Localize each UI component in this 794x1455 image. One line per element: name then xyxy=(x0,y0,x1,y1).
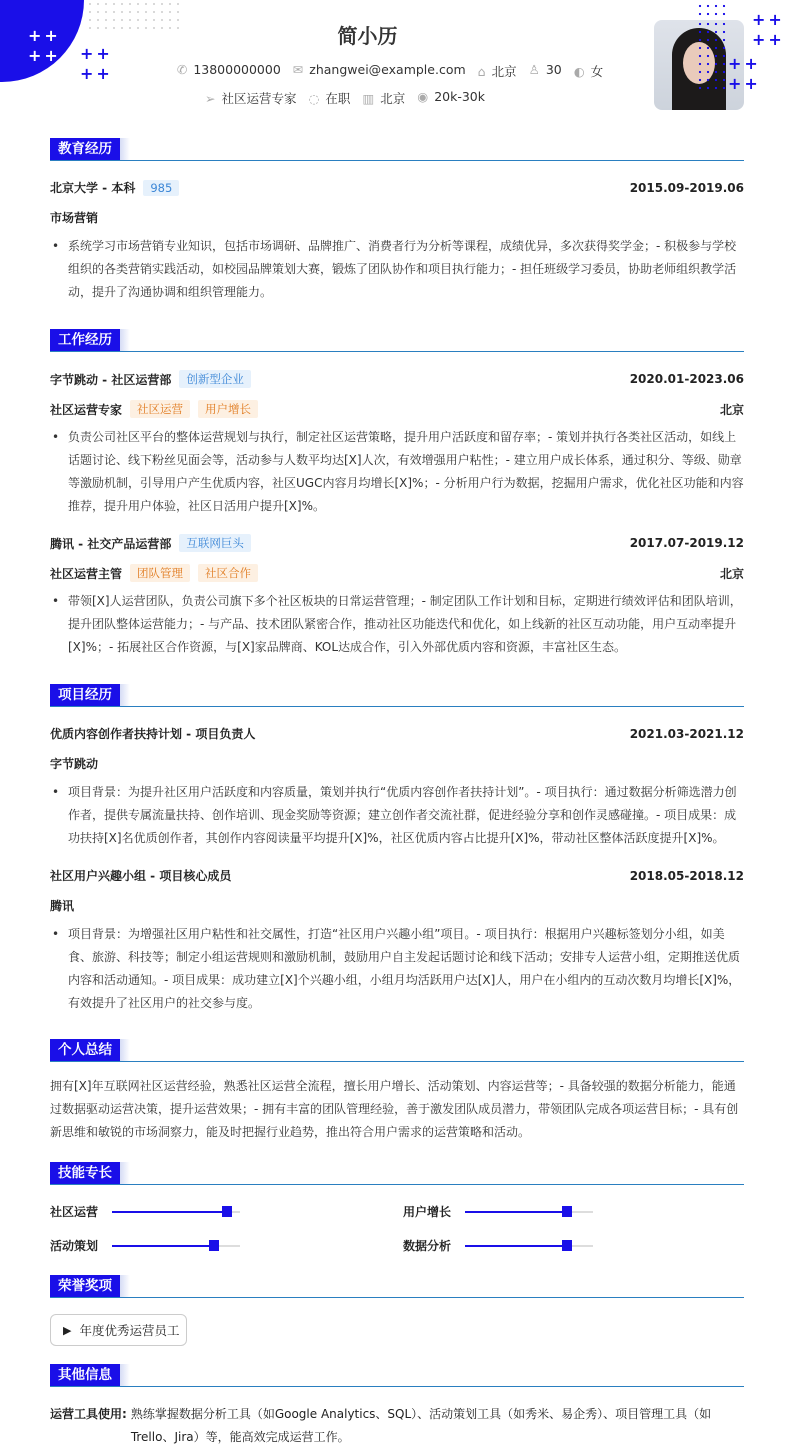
project-header xyxy=(50,725,744,742)
skill-item xyxy=(50,1203,240,1220)
skill-name: 用户增长 xyxy=(403,1205,452,1219)
plus-decoration: ++ ++ xyxy=(728,54,761,93)
other-label: 运营工具使用: xyxy=(50,1407,127,1421)
salary: 20k-30k xyxy=(434,89,485,104)
skill-name: 社区运营 xyxy=(50,1205,99,1219)
company: 字节跳动 - 社区运营部 xyxy=(50,372,172,387)
building-icon: ▥ xyxy=(362,91,375,106)
section-title: 荣誉奖项 xyxy=(50,1275,120,1297)
other-info xyxy=(50,1403,730,1449)
city: 北京 xyxy=(719,566,744,581)
project-org: 腾讯 xyxy=(50,899,75,913)
date: 2017.07-2019.12 xyxy=(629,536,744,550)
date: 2021.03-2021.12 xyxy=(629,726,744,741)
skill-name: 活动策划 xyxy=(50,1239,99,1253)
skill-name: 数据分析 xyxy=(403,1239,452,1253)
skill-bar xyxy=(112,1245,240,1247)
project-desc: • 项目背景：为提升社区用户活跃度和内容质量，策划并执行“优质内容创作者扶持计划”。- 项目执行：通过数据分析筛选潜力创作者，提供专属流量扶持、创作培训、现金奖励等资源；建立创作者交流社群，促进经验分享和创作灵感碰撞。- 项目成果：成功扶持[X]名优质创作者，其创作内容阅读量平均提升[X]%，社区优质内容占比提升[X]%，带动社区整体活跃度提升[X]%。 xyxy=(50,781,744,850)
target-city: 北京 xyxy=(380,91,406,106)
age: 30 xyxy=(545,62,562,77)
phone: 13800000000 xyxy=(193,62,281,77)
role-tag: 社区合作 xyxy=(198,564,258,582)
plus-decoration: ++ ++ xyxy=(752,10,785,49)
gender-icon: ◐ xyxy=(573,64,585,79)
section-work xyxy=(50,329,744,352)
date: 2018.05-2018.12 xyxy=(629,868,744,883)
skill-item xyxy=(50,1237,240,1254)
section-title: 教育经历 xyxy=(50,138,120,160)
triangle-right-icon: ▶ xyxy=(63,1323,72,1337)
date: 2015.09-2019.06 xyxy=(629,180,744,195)
section-title: 项目经历 xyxy=(50,684,120,706)
phone-icon: ✆ xyxy=(176,62,188,77)
section-title: 个人总结 xyxy=(50,1039,120,1061)
school: 北京大学 - 本科 xyxy=(50,181,136,195)
section-title: 技能专长 xyxy=(50,1162,120,1184)
age-icon: ♙ xyxy=(528,62,540,77)
location: 北京 xyxy=(491,64,517,79)
skill-fill xyxy=(465,1211,567,1213)
section-title: 工作经历 xyxy=(50,329,120,351)
other-value: 熟练掌握数据分析工具（如Google Analytics、SQL）、活动策划工具（如秀米、易企秀）、项目管理工具（如Trello、Jira）等，能高效完成运营工作。 xyxy=(130,1407,712,1444)
skill-item xyxy=(403,1237,593,1254)
award-item[interactable] xyxy=(50,1314,187,1346)
project-name: 社区用户兴趣小组 - 项目核心成员 xyxy=(50,869,232,883)
skill-bar xyxy=(465,1211,593,1213)
skill-handle xyxy=(562,1240,572,1251)
summary-text: 拥有[X]年互联网社区运营经验，熟悉社区运营全流程，擅长用户增长、活动策划、内容运营等；- 具备较强的数据分析能力，能通过数据驱动运营决策，提升运营效果；- 拥有丰富的团队管理经验，善于激发团队成员潜力，带领团队完成各项运营目标；- 具有创新思维和敏锐的市场洞察力，能及时把握行业趋势，推出符合用户需求的运营策略和活动。 xyxy=(50,1079,739,1139)
education-desc: • 系统学习市场营销专业知识，包括市场调研、品牌推广、消费者行为分析等课程，成绩优异，多次获得奖学金；- 积极参与学校组织的各类营销实践活动，如校园品牌策划大赛，锻炼了团队协作和项目执行能力；- 担任班级学习委员，协助老师组织教学活动，提升了沟通协调和组织管理能力。 xyxy=(50,235,744,304)
skill-handle xyxy=(562,1206,572,1217)
status-icon: ◌ xyxy=(308,91,320,106)
education-header xyxy=(50,179,744,196)
work-role xyxy=(50,400,744,418)
skill-handle xyxy=(222,1206,232,1217)
section-other xyxy=(50,1364,744,1387)
project-name: 优质内容创作者扶持计划 - 项目负责人 xyxy=(50,727,256,741)
section-awards xyxy=(50,1275,744,1298)
work-header xyxy=(50,534,744,552)
role: 社区运营专家 xyxy=(50,402,123,417)
section-summary xyxy=(50,1039,744,1062)
job-title: 社区运营专家 xyxy=(221,91,297,106)
project-org: 字节跳动 xyxy=(50,757,99,771)
company-tag: 互联网巨头 xyxy=(179,534,251,552)
major: 市场营销 xyxy=(50,211,99,225)
mail-icon: ✉ xyxy=(292,62,304,77)
send-icon: ➢ xyxy=(205,91,216,106)
salary-icon: ◉ xyxy=(417,89,429,104)
work-role xyxy=(50,564,744,582)
candidate-name: 简小历 xyxy=(337,24,398,48)
section-title: 其他信息 xyxy=(50,1364,120,1386)
city: 北京 xyxy=(719,402,744,417)
role: 社区运营主管 xyxy=(50,566,123,581)
date: 2020.01-2023.06 xyxy=(629,372,744,386)
skill-fill xyxy=(465,1245,567,1247)
skill-fill xyxy=(112,1245,214,1247)
plus-decoration: ++ ++ xyxy=(28,26,61,65)
role-tag: 社区运营 xyxy=(130,400,190,418)
company: 腾讯 - 社交产品运营部 xyxy=(50,536,172,551)
work-header xyxy=(50,370,744,388)
section-projects xyxy=(50,684,744,707)
dot-pattern xyxy=(696,20,728,94)
skill-bar xyxy=(465,1245,593,1247)
project-header xyxy=(50,867,744,884)
gender: 女 xyxy=(590,64,604,79)
skill-handle xyxy=(209,1240,219,1251)
role-tag: 团队管理 xyxy=(130,564,190,582)
job-status: 在职 xyxy=(325,91,351,106)
skill-item xyxy=(403,1203,593,1220)
section-skills xyxy=(50,1162,744,1185)
award-name: 年度优秀运营员工 xyxy=(79,1323,180,1338)
home-icon: ⌂ xyxy=(477,64,486,79)
company-tag: 创新型企业 xyxy=(179,370,251,388)
email: zhangwei@example.com xyxy=(309,62,466,77)
skill-bar xyxy=(112,1211,240,1213)
plus-decoration: ++ ++ xyxy=(80,44,113,83)
project-desc: • 项目背景：为增强社区用户粘性和社交属性，打造“社区用户兴趣小组”项目。- 项目执行：根据用户兴趣标签划分小组，如美食、旅游、科技等；制定小组运营规则和激励机制，鼓励用户自主发起话题讨论和线下活动；安排专人运营小组，定期推送优质内容和活动通知。- 项目成果：成功建立[X]个兴趣小组，小组月均活跃用户达[X]人，用户在小组内的互动次数月均增长[X]%，有效提升了社区用户的社交参与度。 xyxy=(50,923,744,1015)
role-tag: 用户增长 xyxy=(198,400,258,418)
section-education xyxy=(50,138,744,161)
job-info xyxy=(0,89,690,107)
work-desc: • 负责公司社区平台的整体运营规划与执行，制定社区运营策略，提升用户活跃度和留存率；- 策划并执行各类社区活动，如线上话题讨论、线下粉丝见面会等，活动参与人数平均达[X]人次，有效增强用户粘性；- 建立用户成长体系，通过积分、等级、勋章等激励机制，引导用户产生优质内容，社区UGC内容月均增长[X]%；- 分析用户行为数据，挖掘用户需求，优化社区功能和内容推荐，提升用户体验，社区日活用户提升[X]%。 xyxy=(50,426,744,518)
work-desc: • 带领[X]人运营团队，负责公司旗下多个社区板块的日常运营管理；- 制定团队工作计划和目标，定期进行绩效评估和团队培训，提升团队整体运营能力；- 与产品、技术团队紧密合作，推动社区功能迭代和优化，如上线新的社区互动功能，用户互动率提升[X]%；- 拓展社区合作资源，与[X]家品牌商、KOL达成合作，引入外部优质内容和资源，丰富社区生态。 xyxy=(50,590,744,659)
skill-fill xyxy=(112,1211,227,1213)
contact-info xyxy=(45,62,735,80)
school-tag: 985 xyxy=(143,180,179,196)
